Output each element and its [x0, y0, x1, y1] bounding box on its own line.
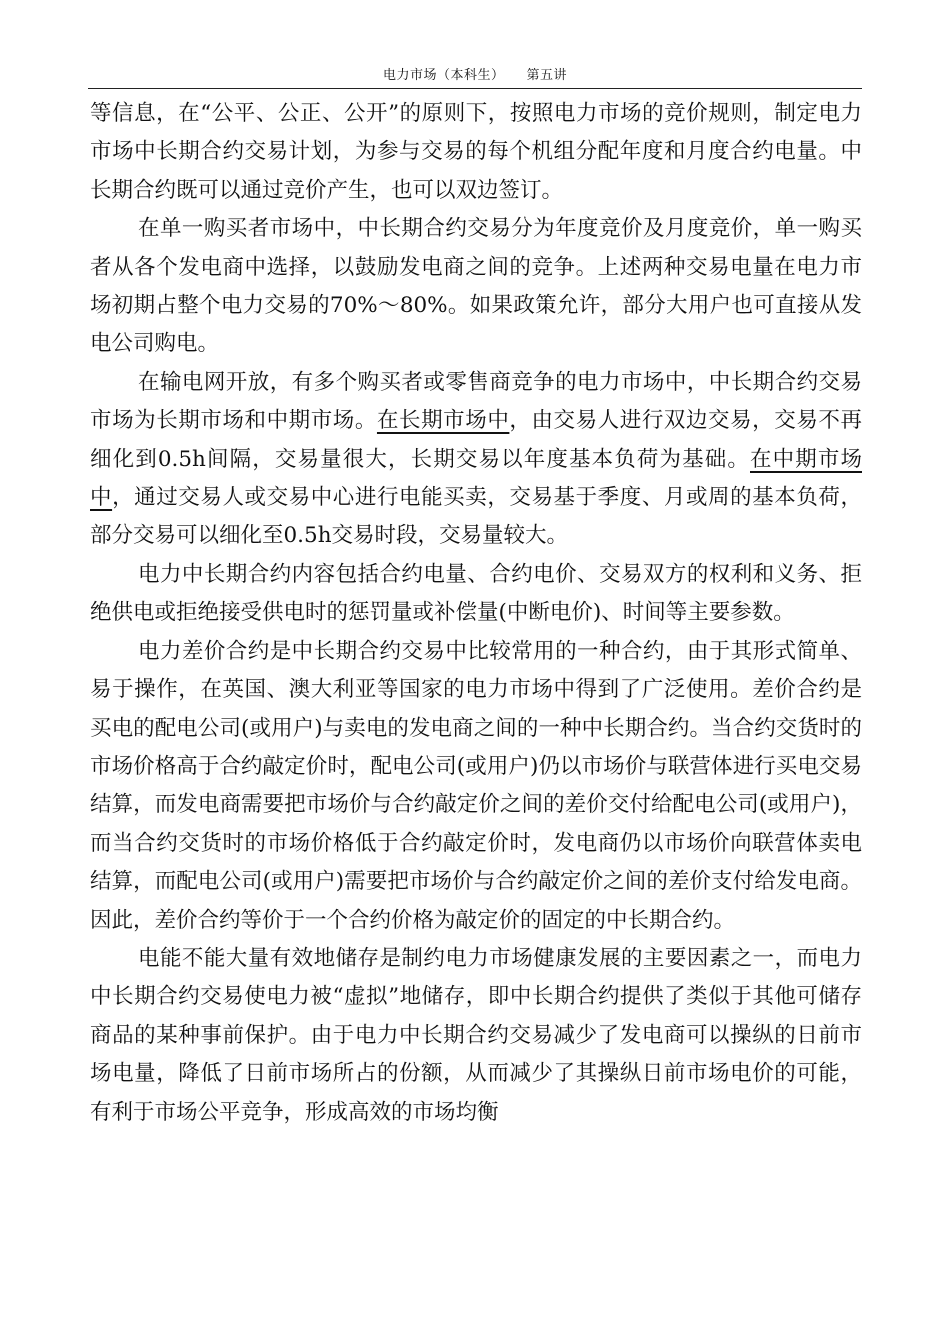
header-lecture-number: 第五讲 — [526, 68, 568, 83]
paragraph-storage-and-competition: 电能不能大量有效地储存是制约电力市场健康发展的主要因素之一，而电力中长期合约交易使电力被“虚拟”地储存，即中长期合约提供了类似于其他可储存商品的某种事前保护。由于电力中长期合约交易减少了发电商可以操纵的日前市场电量，降低了日前市场所占的份额，从而减少了其操纵日前市场电价的可能，有利于市场公平竞争，形成高效的市场均衡 — [90, 945, 862, 1125]
paragraph-segment: ，由交易人进行双边交易，交易不再细化到0.5h间隔，交易量很大，长期交易以年度基本负荷为基础。 — [90, 408, 862, 472]
paragraph-single-buyer-market: 在单一购买者市场中，中长期合约交易分为年度竞价及月度竞价，单一购买者从各个发电商中选择，以鼓励发电商之间的竞争。上述两种交易电量在电力市场初期占整个电力交易的70%～80%。如果政策允许，部分大用户也可直接从发电公司购电。 — [90, 216, 862, 357]
page-header — [88, 66, 862, 89]
underlined-term-mid-term-market: 在中期市场中 — [90, 446, 862, 511]
paragraph-segment: 在输电网开放，有多个购买者或零售商竞争的电力市场中，中长期合约交易市场为长期市场和中期市场。 — [90, 369, 862, 434]
document-body — [90, 95, 862, 1132]
paragraph-open-transmission-market — [90, 364, 862, 556]
underlined-term-long-term-market: 在长期市场中 — [376, 408, 510, 434]
header-course-title: 电力市场（本科生） — [382, 68, 505, 83]
paragraph-continuation: 等信息，在“公平、公正、公开”的原则下，按照电力市场的竞价规则，制定电力市场中长期合约交易计划，为参与交易的每个机组分配年度和月度合约电量。中长期合约既可以通过竞价产生，也可以双边签订。 — [90, 101, 862, 203]
paragraph-segment: ，通过交易人或交易中心进行电能买卖，交易基于季度、月或周的基本负荷，部分交易可以细化至0.5h交易时段，交易量较大。 — [90, 485, 862, 549]
paragraph-contract-contents: 电力中长期合约内容包括合约电量、合约电价、交易双方的权利和义务、拒绝供电或拒绝接受供电时的惩罚量或补偿量(中断电价)、时间等主要参数。 — [90, 561, 862, 626]
paragraph-contract-for-difference: 电力差价合约是中长期合约交易中比较常用的一种合约，由于其形式简单、易于操作，在英国、澳大利亚等国家的电力市场中得到了广泛使用。差价合约是买电的配电公司(或用户)与卖电的发电商之间的一种中长期合约。当合约交货时的市场价格高于合约敲定价时，配电公司(或用户)仍以市场价与联营体进行买电交易结算，而发电商需要把市场价与合约敲定价之间的差价交付给配电公司(或用户)，而当合约交货时的市场价格低于合约敲定价时，发电商仍以市场价向联营体卖电结算，而配电公司(或用户)需要把市场价与合约敲定价之间的差价支付给发电商。因此，差价合约等价于一个合约价格为敲定价的固定的中长期合约。 — [90, 638, 862, 933]
